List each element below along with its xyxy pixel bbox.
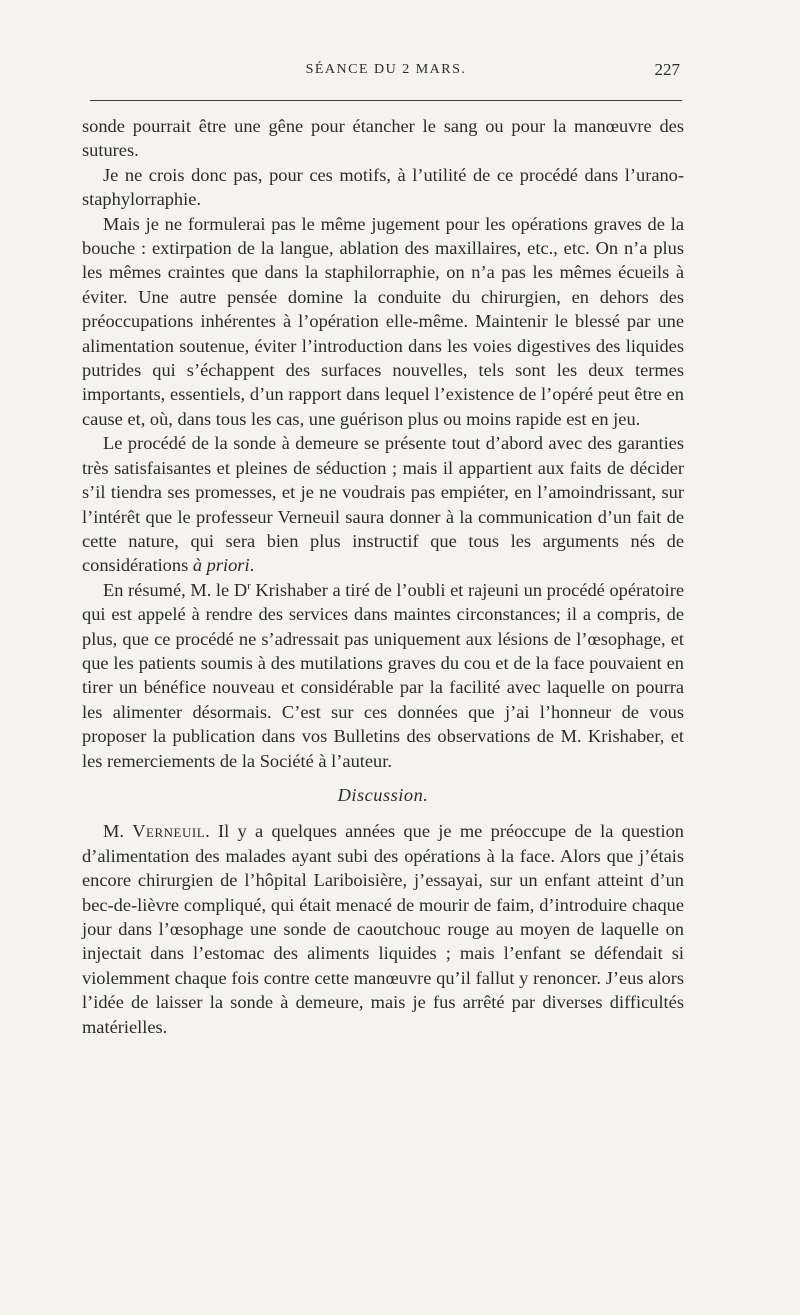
paragraph-4-end: . bbox=[249, 555, 255, 576]
paragraph-6-text: . Il y a quelques années que je me préoccupe de la question d’alimentation des malades ayant subi des opérations à la face. Alors que j’étais encore chirurgien de l’hôpital Lariboisière, j’essayai, sur un enfant atteint d’un bec-de-lièvre compliqué, qui était menacé de mourir de faim, d’introduire chaque jour dans l’œsophage une sonde de caoutchouc rouge au moyen de laquelle on injectait dans l’estomac des aliments liquides ; mais l’enfant se défendait si violemment chaque fois contre cette manœuvre qu’il fallut y renoncer. J’eus alors l’idée de laisser la sonde à demeure, mais je fus arrêté par diverses difficultés matérielles. bbox=[82, 821, 684, 1037]
page-header bbox=[90, 62, 682, 92]
page-number: 227 bbox=[654, 60, 680, 79]
discussion-heading: Discussion. bbox=[337, 784, 429, 805]
paragraph-3: Mais je ne formulerai pas le même jugement pour les opérations graves de la bouche : extirpation de la langue, ablation des maxillaires, etc., etc. On n’a plus les mêmes craintes que dans la staphilorraphie, on n’a pas les mêmes écueils à éviter. Une autre pensée domine la conduite du chirurgien, en dehors des préoccupations inhérentes à l’opération elle-même. Maintenir le blessé par une alimentation soutenue, éviter l’introduction dans les voies digestives des liquides putrides qui s’échappent des surfaces nouvelles, tels sont les deux termes importants, essentiels, d’un rapport dans lequel l’existence de l’opéré peut être en cause et, où, dans tous les cas, une guérison plus ou moins rapide est en jeu. bbox=[82, 213, 684, 429]
running-title: SÉANCE DU 2 MARS. bbox=[305, 62, 467, 77]
speaker-name: Verneuil bbox=[132, 821, 206, 842]
doctor-superscript: r bbox=[247, 579, 251, 592]
paragraph-1: sonde pourrait être une gêne pour étancher le sang ou pour la manœuvre des sutures. bbox=[82, 116, 684, 161]
paragraph-6 bbox=[82, 819, 684, 1039]
paragraph-4-text: Le procédé de la sonde à demeure se présente tout d’abord avec des garanties très satisfaisantes et pleines de séduction ; mais il appartient aux faits de décider s’il tiendra ses promesses, et je ne voudrais pas empiéter, en l’amoindrissant, sur l’intérêt que le professeur Verneuil saura donner à la communication d’un fait de cette nature, qui sera bien plus instructif que tous les arguments nés de considérations bbox=[82, 433, 684, 576]
paragraph-5-rest: Krishaber a tiré de l’oubli et rajeuni un procédé opératoire qui est appelé à rendre des services dans maintes circonstances; il a compris, de plus, que ce procédé ne s’adressait pas uniquement aux lésions de l’œsophage, et que les patients soumis à des mutilations graves du cou et de la face pouvaient en tirer un bénéfice nouveau et considérable par la facilité avec laquelle on pourra les alimenter désormais. C’est sur ces données que j’ai l’honneur de vous proposer la publication dans vos Bulletins des observations de M. Krishaber, et les remerciements de la Société à l’auteur. bbox=[82, 579, 684, 771]
paragraph-5 bbox=[82, 578, 684, 773]
main-text bbox=[82, 114, 684, 1039]
paragraph-2: Je ne crois donc pas, pour ces motifs, à l’utilité de ce procédé dans l’urano-staphylorraphie. bbox=[82, 164, 684, 210]
a-priori-italic: à priori bbox=[192, 555, 250, 576]
paragraph-4 bbox=[82, 431, 684, 577]
header-rule bbox=[90, 100, 682, 101]
speaker-prefix: M. bbox=[103, 821, 133, 842]
paragraph-5-start: En résumé, M. le D bbox=[103, 579, 248, 600]
